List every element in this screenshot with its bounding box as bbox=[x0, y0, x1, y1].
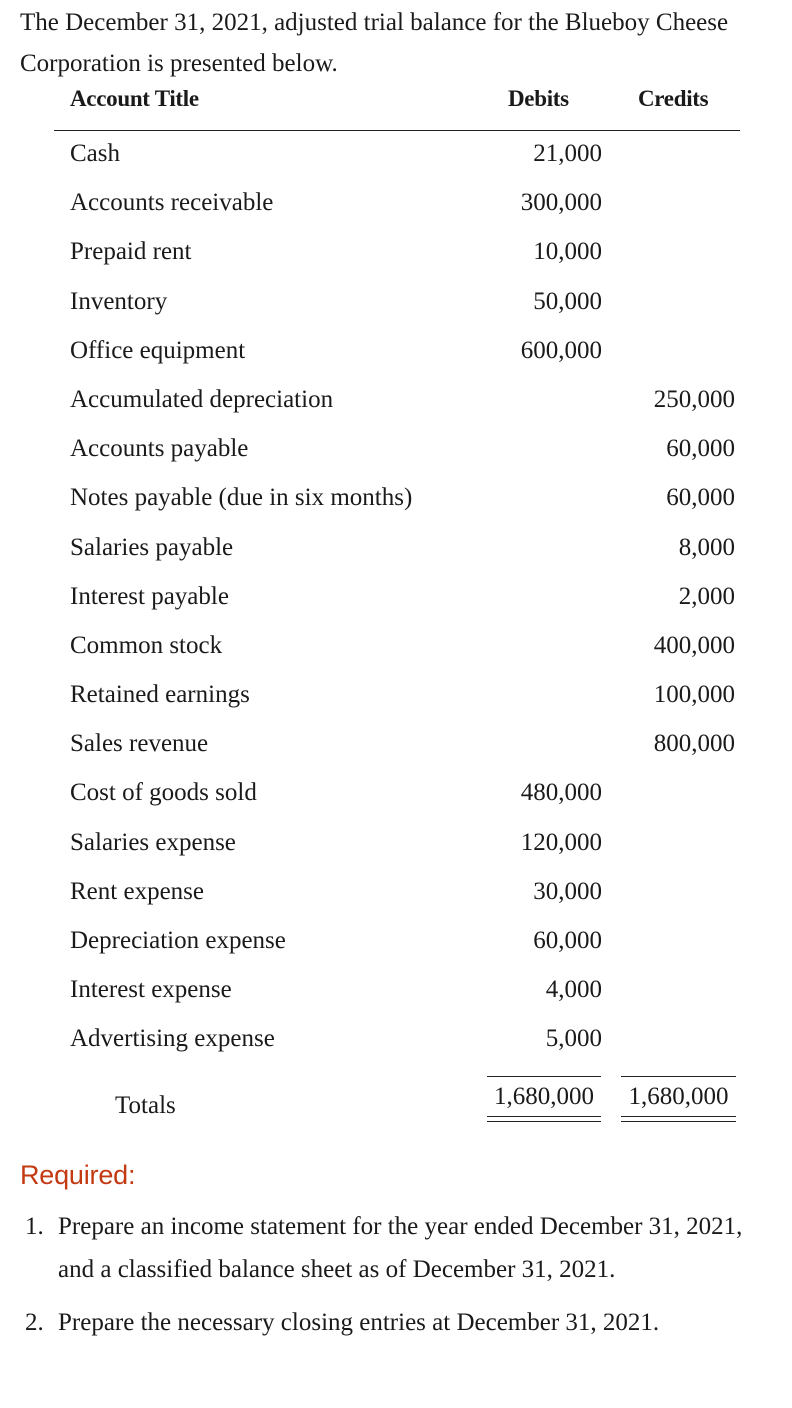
debit-amount: 50,000 bbox=[533, 287, 602, 315]
debit-amount: 60,000 bbox=[533, 927, 602, 954]
table-row bbox=[0, 184, 792, 233]
table-row bbox=[0, 1020, 792, 1069]
account-title: Accumulated depreciation bbox=[70, 385, 334, 413]
credit-amount: 8,000 bbox=[678, 533, 735, 561]
debit-amount: 480,000 bbox=[520, 779, 602, 807]
account-title: Accounts receivable bbox=[70, 189, 274, 217]
account-title: Cash bbox=[70, 140, 120, 167]
item-number: 2. bbox=[25, 1309, 44, 1336]
account-title: Rent expense bbox=[70, 877, 204, 905]
header-credits: Credits bbox=[638, 86, 709, 111]
credit-amount: 60,000 bbox=[666, 435, 735, 463]
intro-paragraph: The December 31, 2021, adjusted trial balance for the Blueboy Cheese Corporation is presented below. bbox=[20, 9, 729, 77]
table-row bbox=[0, 676, 792, 725]
table-row bbox=[0, 578, 792, 627]
table-row bbox=[0, 824, 792, 873]
account-title: Accounts payable bbox=[70, 435, 249, 463]
credit-amount: 800,000 bbox=[653, 730, 735, 758]
trial-balance-rows bbox=[0, 135, 792, 1070]
header-debits: Debits bbox=[508, 86, 569, 111]
account-title: Notes payable (due in six months) bbox=[70, 484, 413, 512]
header-rule bbox=[54, 130, 740, 131]
credit-amount: 250,000 bbox=[653, 385, 735, 413]
total-credits-amount: 1,680,000 bbox=[628, 1083, 729, 1110]
table-row bbox=[0, 627, 792, 676]
table-row bbox=[0, 283, 792, 332]
required-heading: Required: bbox=[20, 1160, 136, 1190]
account-title: Salaries expense bbox=[70, 828, 236, 856]
item-text: Prepare the necessary closing entries at December 31, 2021. bbox=[58, 1309, 660, 1336]
list-item bbox=[25, 1301, 765, 1344]
total-debits-amount: 1,680,000 bbox=[494, 1083, 594, 1110]
debit-amount: 5,000 bbox=[545, 1025, 602, 1053]
totals-label: Totals bbox=[115, 1092, 176, 1119]
total-credits-double-rule bbox=[621, 1116, 736, 1122]
account-title: Inventory bbox=[70, 287, 168, 315]
credit-amount: 2,000 bbox=[678, 582, 735, 610]
account-title: Salaries payable bbox=[70, 533, 234, 561]
header-account-title: Account Title bbox=[70, 86, 199, 111]
account-title: Prepaid rent bbox=[70, 238, 192, 266]
table-row bbox=[0, 135, 792, 184]
account-title: Interest expense bbox=[70, 976, 232, 1004]
total-debits-cell bbox=[487, 1072, 601, 1124]
credit-amount: 400,000 bbox=[653, 631, 735, 659]
table-row bbox=[0, 873, 792, 922]
table-row bbox=[0, 971, 792, 1020]
required-list bbox=[25, 1205, 765, 1344]
debit-amount: 30,000 bbox=[533, 877, 602, 905]
debit-amount: 10,000 bbox=[533, 238, 602, 266]
item-number: 1. bbox=[25, 1213, 44, 1240]
total-credits-cell bbox=[621, 1072, 736, 1124]
debit-amount: 21,000 bbox=[533, 140, 602, 167]
table-row bbox=[0, 233, 792, 282]
debit-amount: 4,000 bbox=[545, 976, 602, 1004]
item-text: Prepare an income statement for the year ended December 31, 2021, and a classified balance sheet as of December 31, 2021. bbox=[58, 1213, 743, 1283]
debit-amount: 300,000 bbox=[520, 189, 602, 217]
total-credits-top-rule bbox=[621, 1076, 736, 1077]
total-debits-top-rule bbox=[487, 1076, 601, 1077]
table-row bbox=[0, 529, 792, 578]
table-row bbox=[0, 922, 792, 971]
table-row bbox=[0, 479, 792, 528]
debit-amount: 600,000 bbox=[520, 336, 602, 364]
account-title: Interest payable bbox=[70, 582, 229, 610]
table-row bbox=[0, 774, 792, 823]
table-row bbox=[0, 332, 792, 381]
account-title: Cost of goods sold bbox=[70, 779, 257, 807]
credit-amount: 60,000 bbox=[666, 484, 735, 512]
table-row bbox=[0, 381, 792, 430]
credit-amount: 100,000 bbox=[653, 681, 735, 709]
account-title: Advertising expense bbox=[70, 1025, 275, 1053]
account-title: Office equipment bbox=[70, 336, 246, 364]
account-title: Sales revenue bbox=[70, 730, 209, 758]
account-title: Retained earnings bbox=[70, 681, 250, 709]
debit-amount: 120,000 bbox=[520, 828, 602, 856]
account-title: Depreciation expense bbox=[70, 927, 286, 954]
total-debits-double-rule bbox=[487, 1116, 601, 1122]
account-title: Common stock bbox=[70, 631, 223, 659]
table-row bbox=[0, 725, 792, 774]
list-item bbox=[25, 1205, 765, 1291]
table-row bbox=[0, 430, 792, 479]
